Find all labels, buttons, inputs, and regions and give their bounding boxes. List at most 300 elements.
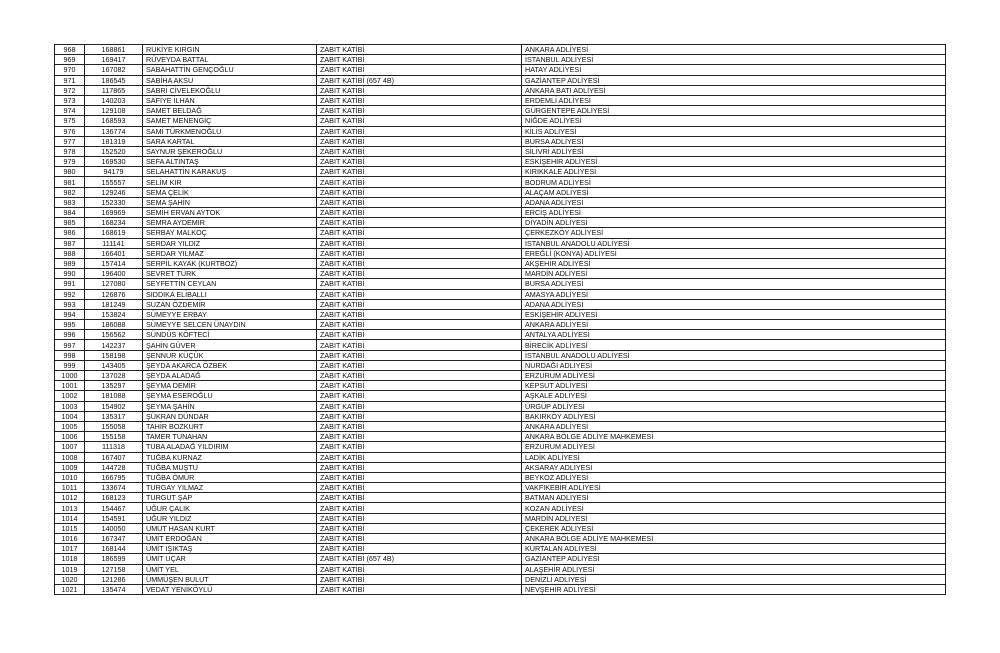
table-row	[55, 411, 946, 421]
registry-number-cell: 137028	[85, 371, 143, 381]
registry-number-cell: 154467	[85, 503, 143, 513]
courthouse-cell: ÜRGÜP ADLİYESİ	[522, 401, 946, 411]
courthouse-cell: AKŞEHİR ADLİYESİ	[522, 258, 946, 268]
registry-number-cell: 181088	[85, 391, 143, 401]
registry-number-cell: 155158	[85, 432, 143, 442]
table-row	[55, 432, 946, 442]
full-name-cell: SEMRA AYDEMİR	[143, 218, 317, 228]
table-row	[55, 472, 946, 482]
courthouse-cell: ERZURUM ADLİYESİ	[522, 442, 946, 452]
table-row	[55, 177, 946, 187]
table-row	[55, 483, 946, 493]
courthouse-cell: GAZİANTEP ADLİYESİ	[522, 75, 946, 85]
table-row	[55, 371, 946, 381]
table-row	[55, 391, 946, 401]
row-number-cell: 971	[55, 75, 85, 85]
registry-number-cell: 135474	[85, 584, 143, 594]
row-number-cell: 1015	[55, 523, 85, 533]
table-row	[55, 442, 946, 452]
table-row	[55, 75, 946, 85]
full-name-cell: TUĞBA ÖMÜR	[143, 472, 317, 482]
row-number-cell: 983	[55, 197, 85, 207]
job-title-cell: ZABIT KATİBİ	[317, 574, 522, 584]
full-name-cell: RUKİYE KIRGIN	[143, 45, 317, 55]
registry-number-cell: 117865	[85, 85, 143, 95]
full-name-cell: SEMİH ERVAN AYTOK	[143, 208, 317, 218]
full-name-cell: SUZAN ÖZDEMİR	[143, 299, 317, 309]
registry-number-cell: 140050	[85, 523, 143, 533]
row-number-cell: 994	[55, 309, 85, 319]
job-title-cell: ZABIT KATİBİ	[317, 126, 522, 136]
table-row	[55, 503, 946, 513]
registry-number-cell: 126876	[85, 289, 143, 299]
table-row	[55, 554, 946, 564]
full-name-cell: ŞEYMA DEMİR	[143, 381, 317, 391]
full-name-cell: ŞEYDA AKARCA ÖZBEK	[143, 360, 317, 370]
courthouse-cell: ALAŞEHİR ADLİYESİ	[522, 564, 946, 574]
full-name-cell: TURGUT ŞAP	[143, 493, 317, 503]
full-name-cell: VEDAT YENİKÖYLÜ	[143, 584, 317, 594]
row-number-cell: 1011	[55, 483, 85, 493]
row-number-cell: 995	[55, 320, 85, 330]
job-title-cell: ZABIT KATİBİ	[317, 371, 522, 381]
row-number-cell: 1000	[55, 371, 85, 381]
registry-number-cell: 155058	[85, 421, 143, 431]
full-name-cell: SÜMEYYE ERBAY	[143, 309, 317, 319]
table-row	[55, 320, 946, 330]
registry-number-cell: 133674	[85, 483, 143, 493]
full-name-cell: SEFA ALTINTAŞ	[143, 157, 317, 167]
courthouse-cell: BİRECİK ADLİYESİ	[522, 340, 946, 350]
table-row	[55, 289, 946, 299]
full-name-cell: SABRİ CİVELEKOĞLU	[143, 85, 317, 95]
full-name-cell: ÜMİT UÇAR	[143, 554, 317, 564]
full-name-cell: SEYFETTİN CEYLAN	[143, 279, 317, 289]
courthouse-cell: BATMAN ADLİYESİ	[522, 493, 946, 503]
registry-number-cell: 94179	[85, 167, 143, 177]
row-number-cell: 1013	[55, 503, 85, 513]
table-row	[55, 228, 946, 238]
job-title-cell: ZABIT KATİBİ	[317, 289, 522, 299]
row-number-cell: 991	[55, 279, 85, 289]
full-name-cell: UĞUR ÇALIK	[143, 503, 317, 513]
job-title-cell: ZABIT KATİBİ	[317, 146, 522, 156]
courthouse-cell: DİYADİN ADLİYESİ	[522, 218, 946, 228]
registry-number-cell: 111141	[85, 238, 143, 248]
full-name-cell: SELİM KIR	[143, 177, 317, 187]
full-name-cell: SIDDIKA ELİBALLI	[143, 289, 317, 299]
table-row	[55, 309, 946, 319]
table-row	[55, 269, 946, 279]
job-title-cell: ZABIT KATİBİ	[317, 238, 522, 248]
job-title-cell: ZABIT KATİBİ (657 4B)	[317, 75, 522, 85]
table-row	[55, 238, 946, 248]
table-row	[55, 146, 946, 156]
courthouse-cell: İSTANBUL ANADOLU ADLİYESİ	[522, 238, 946, 248]
courthouse-cell: DENİZLİ ADLİYESİ	[522, 574, 946, 584]
job-title-cell: ZABIT KATİBİ	[317, 320, 522, 330]
courthouse-cell: İSTANBUL ADLİYESİ	[522, 55, 946, 65]
courthouse-cell: MARDİN ADLİYESİ	[522, 269, 946, 279]
courthouse-cell: ANKARA BÖLGE ADLİYE MAHKEMESİ	[522, 432, 946, 442]
courthouse-cell: BAKIRKÖY ADLİYESİ	[522, 411, 946, 421]
registry-number-cell: 152520	[85, 146, 143, 156]
job-title-cell: ZABIT KATİBİ	[317, 564, 522, 574]
registry-number-cell: 157414	[85, 258, 143, 268]
job-title-cell: ZABIT KATİBİ	[317, 248, 522, 258]
full-name-cell: SÜMEYYE SELCEN ÜNAYDIN	[143, 320, 317, 330]
registry-number-cell: 169530	[85, 157, 143, 167]
courthouse-cell: BURSA ADLİYESİ	[522, 136, 946, 146]
full-name-cell: ŞEYMA ESEROĞLU	[143, 391, 317, 401]
registry-number-cell: 167407	[85, 452, 143, 462]
full-name-cell: SERPİL KAYAK (KURTBOZ)	[143, 258, 317, 268]
row-number-cell: 978	[55, 146, 85, 156]
job-title-cell: ZABIT KATİBİ	[317, 309, 522, 319]
job-title-cell: ZABIT KATİBİ	[317, 258, 522, 268]
registry-number-cell: 168144	[85, 544, 143, 554]
full-name-cell: ŞAHİN GÜVER	[143, 340, 317, 350]
row-number-cell: 1021	[55, 584, 85, 594]
row-number-cell: 993	[55, 299, 85, 309]
job-title-cell: ZABIT KATİBİ	[317, 340, 522, 350]
table-row	[55, 574, 946, 584]
registry-number-cell: 169969	[85, 208, 143, 218]
job-title-cell: ZABIT KATİBİ	[317, 381, 522, 391]
job-title-cell: ZABIT KATİBİ	[317, 269, 522, 279]
row-number-cell: 1004	[55, 411, 85, 421]
full-name-cell: SAMİ TÜRKMENOĞLU	[143, 126, 317, 136]
job-title-cell: ZABIT KATİBİ	[317, 95, 522, 105]
job-title-cell: ZABIT KATİBİ	[317, 523, 522, 533]
registry-number-cell: 111318	[85, 442, 143, 452]
registry-number-cell: 181249	[85, 299, 143, 309]
courthouse-cell: LADİK ADLİYESİ	[522, 452, 946, 462]
job-title-cell: ZABIT KATİBİ	[317, 544, 522, 554]
registry-number-cell: 186088	[85, 320, 143, 330]
row-number-cell: 1001	[55, 381, 85, 391]
courthouse-cell: KEPSUT ADLİYESİ	[522, 381, 946, 391]
full-name-cell: TUĞBA MUŞTU	[143, 462, 317, 472]
full-name-cell: SEMA ŞAHİN	[143, 197, 317, 207]
job-title-cell: ZABIT KATİBİ	[317, 55, 522, 65]
row-number-cell: 969	[55, 55, 85, 65]
table-row	[55, 116, 946, 126]
full-name-cell: UĞUR YILDIZ	[143, 513, 317, 523]
courthouse-cell: ESKİŞEHİR ADLİYESİ	[522, 157, 946, 167]
courthouse-cell: SİLİVRİ ADLİYESİ	[522, 146, 946, 156]
table-row	[55, 95, 946, 105]
registry-number-cell: 186599	[85, 554, 143, 564]
row-number-cell: 981	[55, 177, 85, 187]
registry-number-cell: 168593	[85, 116, 143, 126]
row-number-cell: 1018	[55, 554, 85, 564]
registry-number-cell: 140203	[85, 95, 143, 105]
table-row	[55, 106, 946, 116]
courthouse-cell: ERDEMLİ ADLİYESİ	[522, 95, 946, 105]
table-row	[55, 218, 946, 228]
full-name-cell: ÜMİT IŞIKTAŞ	[143, 544, 317, 554]
row-number-cell: 984	[55, 208, 85, 218]
full-name-cell: TAHİR BOZKURT	[143, 421, 317, 431]
row-number-cell: 1017	[55, 544, 85, 554]
table-row	[55, 513, 946, 523]
courthouse-cell: ANKARA ADLİYESİ	[522, 45, 946, 55]
full-name-cell: RÜVEYDA BATTAL	[143, 55, 317, 65]
job-title-cell: ZABIT KATİBİ	[317, 197, 522, 207]
job-title-cell: ZABIT KATİBİ	[317, 391, 522, 401]
registry-number-cell: 168619	[85, 228, 143, 238]
table-row	[55, 350, 946, 360]
registry-number-cell: 144728	[85, 462, 143, 472]
row-number-cell: 970	[55, 65, 85, 75]
row-number-cell: 988	[55, 248, 85, 258]
table-row	[55, 55, 946, 65]
courthouse-cell: BURSA ADLİYESİ	[522, 279, 946, 289]
job-title-cell: ZABIT KATİBİ	[317, 503, 522, 513]
full-name-cell: SARA KARTAL	[143, 136, 317, 146]
courthouse-cell: AMASYA ADLİYESİ	[522, 289, 946, 299]
full-name-cell: ÜMİT ERDOĞAN	[143, 534, 317, 544]
table-row	[55, 381, 946, 391]
courthouse-cell: KURTALAN ADLİYESİ	[522, 544, 946, 554]
full-name-cell: SÜNDÜS KÖFTECİ	[143, 330, 317, 340]
row-number-cell: 989	[55, 258, 85, 268]
full-name-cell: SAMET MENENGİÇ	[143, 116, 317, 126]
table-row	[55, 157, 946, 167]
job-title-cell: ZABIT KATİBİ	[317, 167, 522, 177]
table-row	[55, 299, 946, 309]
full-name-cell: SEMA ÇELİK	[143, 187, 317, 197]
table-row	[55, 421, 946, 431]
row-number-cell: 1019	[55, 564, 85, 574]
table-row	[55, 534, 946, 544]
job-title-cell: ZABIT KATİBİ (657 4B)	[317, 554, 522, 564]
table-row	[55, 187, 946, 197]
job-title-cell: ZABIT KATİBİ	[317, 85, 522, 95]
registry-number-cell: 143405	[85, 360, 143, 370]
job-title-cell: ZABIT KATİBİ	[317, 208, 522, 218]
registry-number-cell: 168861	[85, 45, 143, 55]
row-number-cell: 972	[55, 85, 85, 95]
registry-number-cell: 166795	[85, 472, 143, 482]
courthouse-cell: ALAÇAM ADLİYESİ	[522, 187, 946, 197]
row-number-cell: 1008	[55, 452, 85, 462]
row-number-cell: 987	[55, 238, 85, 248]
courthouse-cell: EREĞLİ (KONYA) ADLİYESİ	[522, 248, 946, 258]
table-row	[55, 564, 946, 574]
row-number-cell: 968	[55, 45, 85, 55]
registry-number-cell: 142237	[85, 340, 143, 350]
registry-number-cell: 129108	[85, 106, 143, 116]
row-number-cell: 1006	[55, 432, 85, 442]
row-number-cell: 1016	[55, 534, 85, 544]
full-name-cell: SABAHATTİN GENÇOĞLU	[143, 65, 317, 75]
personnel-table	[54, 44, 946, 595]
full-name-cell: ÜMMÜŞEN BULUT	[143, 574, 317, 584]
full-name-cell: SABİHA AKSU	[143, 75, 317, 85]
courthouse-cell: HATAY ADLİYESİ	[522, 65, 946, 75]
registry-number-cell: 186545	[85, 75, 143, 85]
row-number-cell: 979	[55, 157, 85, 167]
table-row	[55, 279, 946, 289]
table-row	[55, 197, 946, 207]
row-number-cell: 976	[55, 126, 85, 136]
job-title-cell: ZABIT KATİBİ	[317, 360, 522, 370]
row-number-cell: 1010	[55, 472, 85, 482]
courthouse-cell: BODRUM ADLİYESİ	[522, 177, 946, 187]
job-title-cell: ZABIT KATİBİ	[317, 483, 522, 493]
courthouse-cell: ESKİŞEHİR ADLİYESİ	[522, 309, 946, 319]
table-row	[55, 167, 946, 177]
table-row	[55, 584, 946, 594]
courthouse-cell: KOZAN ADLİYESİ	[522, 503, 946, 513]
registry-number-cell: 168123	[85, 493, 143, 503]
full-name-cell: SELAHATTİN KARAKUŞ	[143, 167, 317, 177]
job-title-cell: ZABIT KATİBİ	[317, 350, 522, 360]
job-title-cell: ZABIT KATİBİ	[317, 472, 522, 482]
row-number-cell: 974	[55, 106, 85, 116]
registry-number-cell: 155557	[85, 177, 143, 187]
courthouse-cell: AŞKALE ADLİYESİ	[522, 391, 946, 401]
job-title-cell: ZABIT KATİBİ	[317, 106, 522, 116]
table-row	[55, 208, 946, 218]
row-number-cell: 1003	[55, 401, 85, 411]
table-row	[55, 360, 946, 370]
registry-number-cell: 121286	[85, 574, 143, 584]
table-row	[55, 330, 946, 340]
registry-number-cell: 167082	[85, 65, 143, 75]
full-name-cell: ÜMİT YEL	[143, 564, 317, 574]
table-row	[55, 340, 946, 350]
full-name-cell: TUBA ALADAĞ YILDIRIM	[143, 442, 317, 452]
row-number-cell: 999	[55, 360, 85, 370]
courthouse-cell: ANKARA BÖLGE ADLİYE MAHKEMESİ	[522, 534, 946, 544]
registry-number-cell: 154902	[85, 401, 143, 411]
courthouse-cell: BEYKOZ ADLİYESİ	[522, 472, 946, 482]
registry-number-cell: 135317	[85, 411, 143, 421]
registry-number-cell: 135297	[85, 381, 143, 391]
job-title-cell: ZABIT KATİBİ	[317, 432, 522, 442]
full-name-cell: TUĞBA KURNAZ	[143, 452, 317, 462]
table-row	[55, 462, 946, 472]
table-row	[55, 136, 946, 146]
full-name-cell: SERBAY MALKOÇ	[143, 228, 317, 238]
job-title-cell: ZABIT KATİBİ	[317, 421, 522, 431]
registry-number-cell: 152330	[85, 197, 143, 207]
table-row	[55, 452, 946, 462]
job-title-cell: ZABIT KATİBİ	[317, 116, 522, 126]
courthouse-cell: ANTALYA ADLİYESİ	[522, 330, 946, 340]
courthouse-cell: ANKARA BATI ADLİYESİ	[522, 85, 946, 95]
table-row	[55, 493, 946, 503]
table-row	[55, 258, 946, 268]
registry-number-cell: 156562	[85, 330, 143, 340]
registry-number-cell: 166401	[85, 248, 143, 258]
full-name-cell: SAYNUR ŞEKEROĞLU	[143, 146, 317, 156]
job-title-cell: ZABIT KATİBİ	[317, 513, 522, 523]
courthouse-cell: KİLİS ADLİYESİ	[522, 126, 946, 136]
registry-number-cell: 169417	[85, 55, 143, 65]
row-number-cell: 980	[55, 167, 85, 177]
courthouse-cell: ERZURUM ADLİYESİ	[522, 371, 946, 381]
job-title-cell: ZABIT KATİBİ	[317, 584, 522, 594]
job-title-cell: ZABIT KATİBİ	[317, 411, 522, 421]
personnel-table-body	[55, 45, 946, 595]
full-name-cell: SERDAR YILDIZ	[143, 238, 317, 248]
table-row	[55, 65, 946, 75]
job-title-cell: ZABIT KATİBİ	[317, 65, 522, 75]
table-row	[55, 401, 946, 411]
registry-number-cell: 136774	[85, 126, 143, 136]
full-name-cell: SERDAR YILMAZ	[143, 248, 317, 258]
full-name-cell: TAMER TUNAHAN	[143, 432, 317, 442]
row-number-cell: 975	[55, 116, 85, 126]
courthouse-cell: VAKFIKEBİR ADLİYESİ	[522, 483, 946, 493]
job-title-cell: ZABIT KATİBİ	[317, 493, 522, 503]
row-number-cell: 992	[55, 289, 85, 299]
row-number-cell: 982	[55, 187, 85, 197]
table-row	[55, 126, 946, 136]
full-name-cell: SEVRET TÜRK	[143, 269, 317, 279]
row-number-cell: 985	[55, 218, 85, 228]
registry-number-cell: 168234	[85, 218, 143, 228]
full-name-cell: ŞEYDA ALADAĞ	[143, 371, 317, 381]
courthouse-cell: AKSARAY ADLİYESİ	[522, 462, 946, 472]
job-title-cell: ZABIT KATİBİ	[317, 401, 522, 411]
row-number-cell: 986	[55, 228, 85, 238]
row-number-cell: 1009	[55, 462, 85, 472]
job-title-cell: ZABIT KATİBİ	[317, 228, 522, 238]
job-title-cell: ZABIT KATİBİ	[317, 45, 522, 55]
full-name-cell: UMUT HASAN KURT	[143, 523, 317, 533]
registry-number-cell: 154591	[85, 513, 143, 523]
table-row	[55, 45, 946, 55]
job-title-cell: ZABIT KATİBİ	[317, 462, 522, 472]
courthouse-cell: ÇEKEREK ADLİYESİ	[522, 523, 946, 533]
job-title-cell: ZABIT KATİBİ	[317, 157, 522, 167]
courthouse-cell: GAZİANTEP ADLİYESİ	[522, 554, 946, 564]
full-name-cell: TURGAY YILMAZ	[143, 483, 317, 493]
row-number-cell: 1014	[55, 513, 85, 523]
full-name-cell: ŞÜKRAN DÜNDAR	[143, 411, 317, 421]
job-title-cell: ZABIT KATİBİ	[317, 279, 522, 289]
courthouse-cell: NİĞDE ADLİYESİ	[522, 116, 946, 126]
courthouse-cell: ÇERKEZKÖY ADLİYESİ	[522, 228, 946, 238]
full-name-cell: SAFİYE İLHAN	[143, 95, 317, 105]
registry-number-cell: 127158	[85, 564, 143, 574]
row-number-cell: 1012	[55, 493, 85, 503]
courthouse-cell: NEVŞEHİR ADLİYESİ	[522, 584, 946, 594]
job-title-cell: ZABIT KATİBİ	[317, 534, 522, 544]
row-number-cell: 990	[55, 269, 85, 279]
table-row	[55, 544, 946, 554]
registry-number-cell: 127080	[85, 279, 143, 289]
job-title-cell: ZABIT KATİBİ	[317, 218, 522, 228]
row-number-cell: 996	[55, 330, 85, 340]
table-row	[55, 248, 946, 258]
job-title-cell: ZABIT KATİBİ	[317, 330, 522, 340]
row-number-cell: 1002	[55, 391, 85, 401]
courthouse-cell: MARDİN ADLİYESİ	[522, 513, 946, 523]
courthouse-cell: GÜRGENTEPE ADLİYESİ	[522, 106, 946, 116]
courthouse-cell: ADANA ADLİYESİ	[522, 299, 946, 309]
table-row	[55, 523, 946, 533]
row-number-cell: 1005	[55, 421, 85, 431]
row-number-cell: 997	[55, 340, 85, 350]
job-title-cell: ZABIT KATİBİ	[317, 187, 522, 197]
courthouse-cell: KIRIKKALE ADLİYESİ	[522, 167, 946, 177]
